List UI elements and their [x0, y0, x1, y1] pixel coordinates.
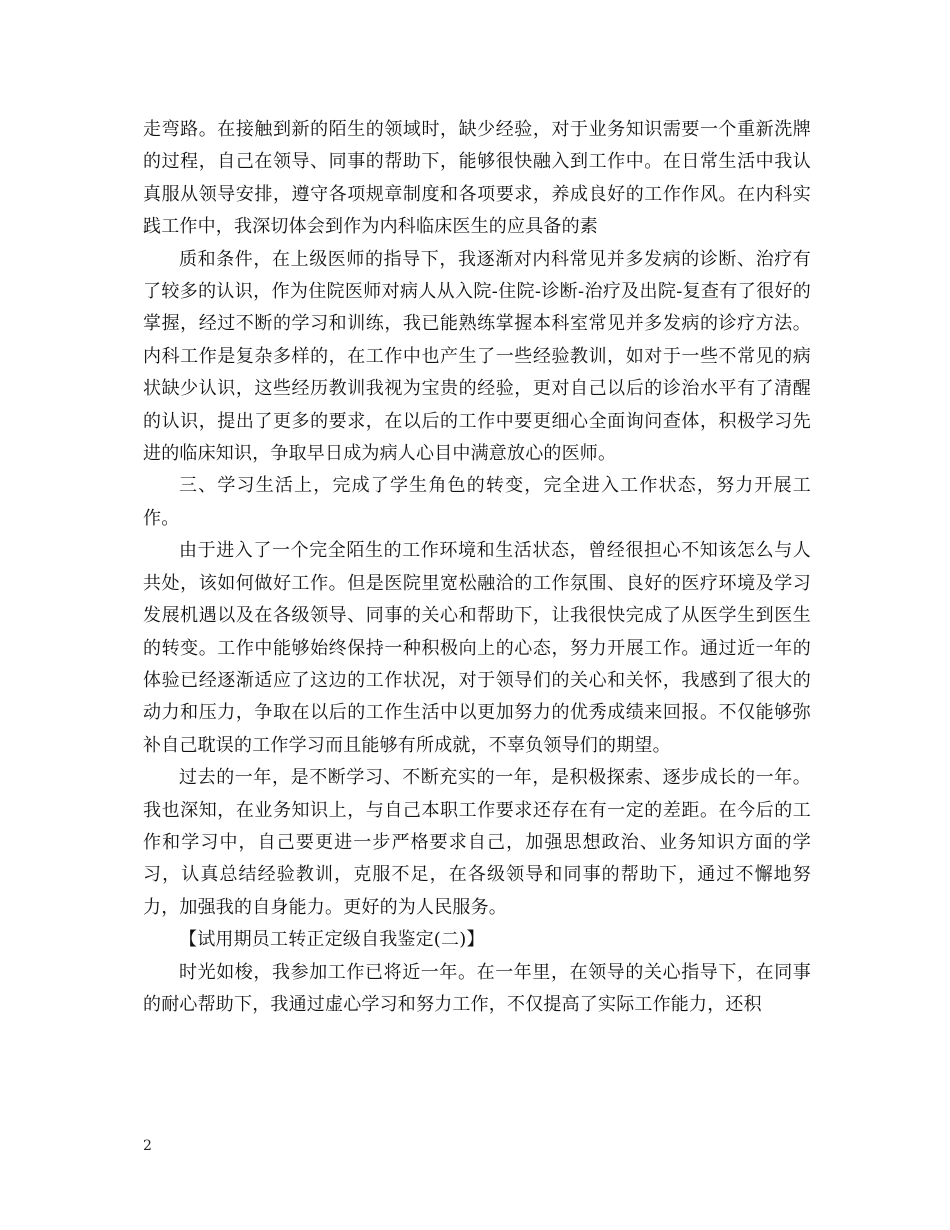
paragraph-2: 质和条件，在上级医师的指导下，我逐渐对内科常见并多发病的诊断、治疗有了较多的认识，作为住院医师对病人从入院-住院-诊断-治疗及出院-复查有了很好的掌握，经过不断的学习和训练，我已能熟练掌握本科室常见并多发病的诊疗方法。内科工作是复杂多样的，在工作中也产生了一些经验教训，如对于一些不常见的病状缺少认识，这些经历教训我视为宝贵的经验，更对自己以后的诊治水平有了清醒的认识，提出了更多的要求，在以后的工作中要更细心全面询问查体，积极学习先进的临床知识，争取早日成为病人心目中满意放心的医师。 — [143, 248, 811, 465]
paragraph-6: 时光如梭，我参加工作已将近一年。在一年里，在领导的关心指导下，在同事的耐心帮助下，我通过虚心学习和努力工作，不仅提高了实际工作能力，还积 — [143, 961, 811, 1015]
paragraph-5: 过去的一年，是不断学习、不断充实的一年，是积极探索、逐步成长的一年。我也深知，在业务知识上，与自己本职工作要求还存在有一定的差距。在今后的工作和学习中，自己要更进一步严格要求自己，加强思想政治、业务知识方面的学习，认真总结经验教训，克服不足，在各级领导和同事的帮助下，通过不懈地努力，加强我的自身能力。更好的为人民服务。 — [143, 767, 811, 918]
page-number: 2 — [143, 1138, 152, 1154]
paragraph-1: 走弯路。在接触到新的陌生的领域时，缺少经验，对于业务知识需要一个重新洗牌的过程，自己在领导、同事的帮助下，能够很快融入到工作中。在日常生活中我认真服从领导安排，遵守各项规章制度和各项要求，养成良好的工作作风。在内科实践工作中，我深切体会到作为内科临床医生的应具备的素 — [143, 119, 811, 238]
section-heading: 【试用期员工转正定级自我鉴定(二)】 — [179, 929, 485, 951]
document-body — [143, 114, 811, 1021]
paragraph-4: 由于进入了一个完全陌生的工作环境和生活状态，曾经很担心不知该怎么与人共处，该如何做好工作。但是医院里宽松融洽的工作氛围、良好的医疗环境及学习发展机遇以及在各级领导、同事的关心和帮助下，让我很快完成了从医学生到医生的转变。工作中能够始终保持一种积极向上的心态，努力开展工作。通过近一年的体验已经逐渐适应了这边的工作状况，对于领导们的关心和关怀，我感到了很大的动力和压力，争取在以后的工作生活中以更加努力的优秀成绩来回报。不仅能够弥补自己耽误的工作学习而且能够有所成就，不辜负领导们的期望。 — [143, 540, 811, 756]
paragraph-3: 三、学习生活上，完成了学生角色的转变，完全进入工作状态，努力开展工作。 — [143, 475, 811, 529]
